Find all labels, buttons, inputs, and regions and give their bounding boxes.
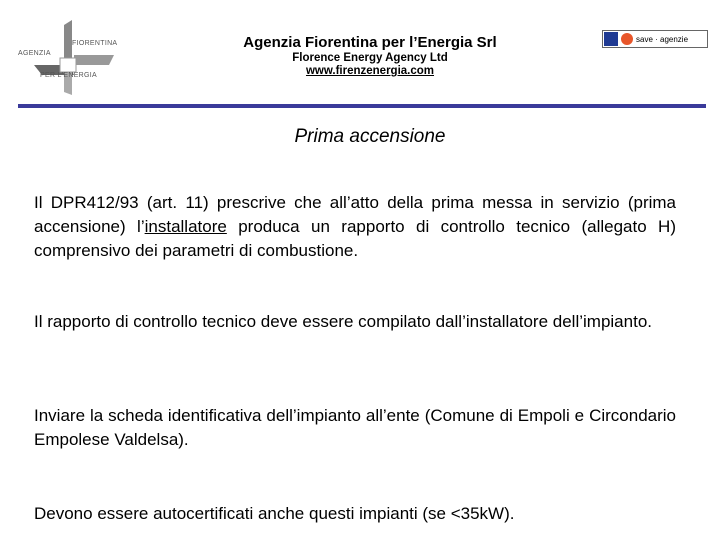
paragraph-1-text-b: produca un rapporto di controllo tecnico (allegato H) comprensivo dei parametri di combustione.	[34, 217, 676, 260]
header-website-link[interactable]: www.firenzenergia.com	[305, 65, 435, 77]
sun-icon	[621, 33, 633, 45]
save-logo-text: save · agenzie	[636, 34, 689, 44]
save-logo	[602, 30, 708, 48]
logo-text-agenzia: AGENZIA	[18, 50, 51, 57]
slide-title: Prima accensione	[294, 126, 446, 147]
paragraph-3: Inviare la scheda identificativa dell’impianto all’ente (Comune di Empoli e Circondario Empolese Valdelsa).	[34, 406, 676, 449]
paragraph-2: Il rapporto di controllo tecnico deve essere compilato dall’installatore dell’impianto.	[34, 312, 652, 331]
paragraph-1	[34, 191, 676, 263]
logo-text-fiorentina: FIORENTINA	[72, 40, 118, 47]
paragraph-4: Devono essere autocertificati anche questi impianti (se <35kW).	[34, 504, 515, 523]
header-divider	[18, 104, 706, 108]
header	[200, 34, 540, 77]
logo-graphic-icon	[14, 20, 124, 100]
header-subtitle: Florence Energy Agency Ltd	[292, 52, 448, 64]
agency-logo	[14, 20, 124, 130]
logo-text-energia: PER L'ENERGIA	[40, 72, 97, 79]
header-title: Agenzia Fiorentina per l’Energia Srl	[243, 34, 497, 51]
eu-flag-icon	[604, 32, 618, 46]
paragraph-1-text-a: Il DPR412/93 (art. 11) prescrive che all’atto della prima messa in servizio (prima accensione) l’	[34, 193, 676, 236]
installatore-link[interactable]: installatore	[144, 217, 227, 236]
